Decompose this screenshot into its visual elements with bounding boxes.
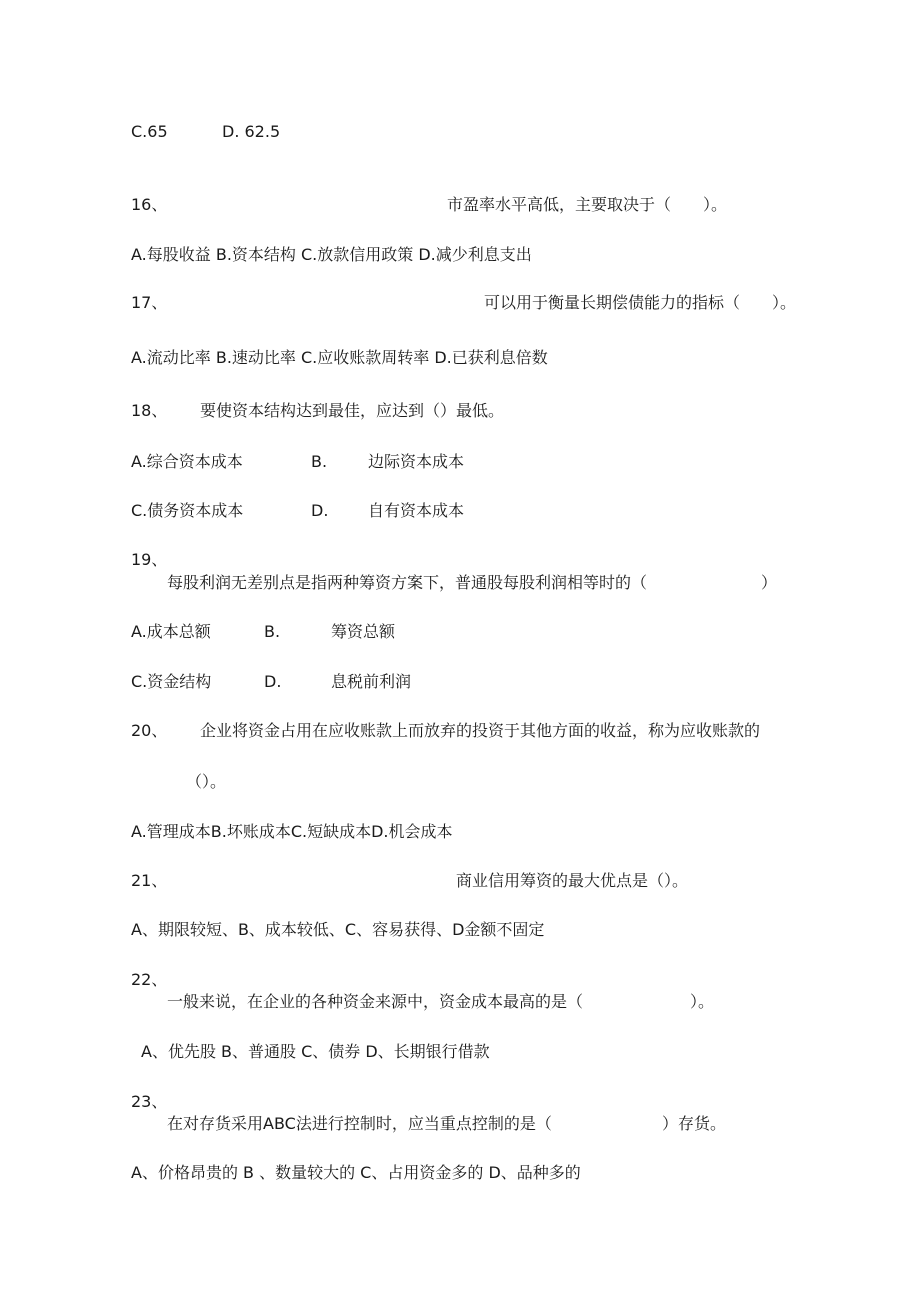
question-17-number: 17、 xyxy=(131,293,168,312)
question-20-text: 企业将资金占用在应收账款上而放弃的投资于其他方面的收益，称为应收账款的 xyxy=(200,721,761,740)
question-22-number: 22、 xyxy=(131,970,168,989)
question-21-options: A、期限较短、B、成本较低、C、容易获得、D金额不固定 xyxy=(131,920,545,939)
question-19-option-b-text: 筹资总额 xyxy=(331,622,396,641)
question-20-number: 20、 xyxy=(131,721,168,740)
question-23-text: 在对存货采用ABC法进行控制时，应当重点控制的是（ xyxy=(167,1114,552,1133)
question-22-text: 一般来说，在企业的各种资金来源中，资金成本最高的是（ xyxy=(167,992,584,1011)
question-22-paren-close: ）。 xyxy=(690,992,715,1011)
question-22-options: A、优先股 B、普通股 C、债券 D、长期银行借款 xyxy=(141,1042,490,1061)
question-16-options: A.每股收益 B.资本结构 C.放款信用政策 D.减少利息支出 xyxy=(131,245,532,264)
question-18-option-b-letter: B. xyxy=(311,452,328,471)
question-21-number: 21、 xyxy=(131,871,168,890)
question-19-paren-close: ） xyxy=(761,573,778,592)
question-19-option-d-letter: D. xyxy=(264,672,282,691)
question-19-text: 每股利润无差别点是指两种筹资方案下，普通股每股利润相等时的（ xyxy=(167,573,648,592)
question-18-number: 18、 xyxy=(131,401,168,420)
question-23-options: A、价格昂贵的 B 、数量较大的 C、占用资金多的 D、品种多的 xyxy=(131,1163,581,1182)
question-20-text-cont: （）。 xyxy=(186,772,227,791)
question-21-text: 商业信用筹资的最大优点是（）。 xyxy=(456,871,689,890)
question-17-options: A.流动比率 B.速动比率 C.应收账款周转率 D.已获利息倍数 xyxy=(131,348,548,367)
question-18-option-b-text: 边际资本成本 xyxy=(368,452,465,471)
option-d: D. 62.5 xyxy=(222,122,281,141)
question-20-options: A.管理成本B.坏账成本C.短缺成本D.机会成本 xyxy=(131,822,453,841)
question-23-text-end: ）存货。 xyxy=(662,1114,727,1133)
question-16-text: 市盈率水平高低，主要取决于（ ）。 xyxy=(447,195,728,214)
question-17-text: 可以用于衡量长期偿债能力的指标（ ）。 xyxy=(484,293,797,312)
question-19-option-d-text: 息税前利润 xyxy=(331,672,412,691)
question-23-number: 23、 xyxy=(131,1092,168,1111)
question-18-option-d-letter: D. xyxy=(311,501,329,520)
question-19-option-c: C.资金结构 xyxy=(131,672,212,691)
question-18-option-a: A.综合资本成本 xyxy=(131,452,243,471)
question-18-option-d-text: 自有资本成本 xyxy=(368,501,465,520)
question-18-option-c: C.债务资本成本 xyxy=(131,501,244,520)
question-19-option-a: A.成本总额 xyxy=(131,622,211,641)
question-19-option-b-letter: B. xyxy=(264,622,281,641)
question-16-number: 16、 xyxy=(131,195,168,214)
question-18-text: 要使资本结构达到最佳，应达到（）最低。 xyxy=(200,401,505,420)
option-c: C.65 xyxy=(131,122,168,141)
question-19-number: 19、 xyxy=(131,550,168,569)
